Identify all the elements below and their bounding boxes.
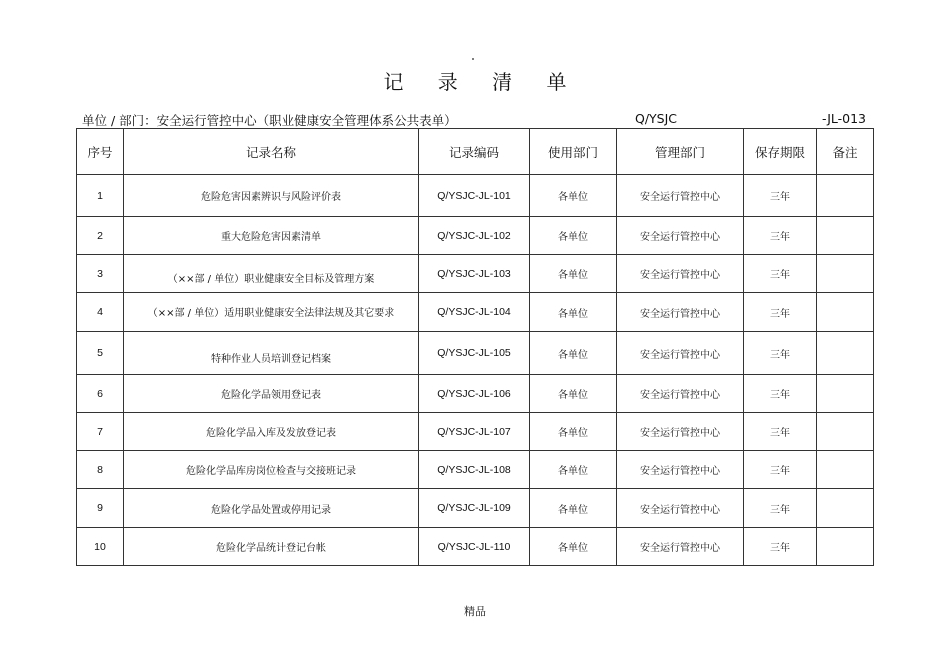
- table-row: [77, 293, 874, 332]
- row-mgmt-dept: 安全运行管控中心: [617, 451, 744, 489]
- row-no: 5: [77, 332, 124, 375]
- table-row: [77, 451, 874, 489]
- table-row: [77, 255, 874, 293]
- table-row: [77, 175, 874, 217]
- table-row: [77, 217, 874, 255]
- row-use-dept: 各单位: [530, 375, 617, 413]
- row-remark: [817, 255, 874, 293]
- row-retention: 三年: [744, 293, 817, 332]
- row-retention: 三年: [744, 528, 817, 566]
- row-remark: [817, 413, 874, 451]
- footer-label: 精品: [464, 605, 486, 618]
- row-remark: [817, 332, 874, 375]
- header-remark: 备注: [817, 129, 874, 175]
- unit-label: 单位 / 部门：安全运行管控中心（职业健康安全管理体系公共表单）: [82, 113, 457, 128]
- table-row: [77, 489, 874, 528]
- row-record-name: 危险危害因素辨识与风险评价表: [124, 175, 419, 217]
- row-mgmt-dept: 安全运行管控中心: [617, 489, 744, 528]
- row-mgmt-dept: 安全运行管控中心: [617, 375, 744, 413]
- records-table: [76, 128, 874, 566]
- row-remark: [817, 217, 874, 255]
- header-mgmt-dept: 管理部门: [617, 129, 744, 175]
- row-use-dept: 各单位: [530, 451, 617, 489]
- row-remark: [817, 451, 874, 489]
- table-row: [77, 375, 874, 413]
- row-retention: 三年: [744, 413, 817, 451]
- row-record-name-text: （××部 / 单位）职业健康安全目标及管理方案: [167, 274, 375, 285]
- row-record-code: Q/YSJC-JL-102: [419, 217, 530, 255]
- row-use-dept: 各单位: [530, 217, 617, 255]
- row-remark: [817, 489, 874, 528]
- row-use-dept: 各单位: [530, 413, 617, 451]
- row-mgmt-dept: 安全运行管控中心: [617, 175, 744, 217]
- row-mgmt-dept: 安全运行管控中心: [617, 528, 744, 566]
- row-no: 4: [77, 293, 124, 332]
- row-record-code: Q/YSJC-JL-107: [419, 413, 530, 451]
- row-record-name: [124, 255, 419, 293]
- row-retention: 三年: [744, 489, 817, 528]
- row-record-name: 危险化学品库房岗位检查与交接班记录: [124, 451, 419, 489]
- row-record-code: Q/YSJC-JL-101: [419, 175, 530, 217]
- doc-code-suffix: -JL-013: [821, 111, 866, 126]
- row-mgmt-dept: 安全运行管控中心: [617, 217, 744, 255]
- row-remark: [817, 375, 874, 413]
- row-retention: 三年: [744, 332, 817, 375]
- row-no: 3: [77, 255, 124, 293]
- row-no: 6: [77, 375, 124, 413]
- header-retention: 保存期限: [744, 129, 817, 175]
- row-mgmt-dept: 安全运行管控中心: [617, 293, 744, 332]
- row-record-code: Q/YSJC-JL-109: [419, 489, 530, 528]
- row-record-name: [124, 293, 419, 332]
- table-row: [77, 528, 874, 566]
- row-use-dept: 各单位: [530, 175, 617, 217]
- row-record-name: 危险化学品处置或停用记录: [124, 489, 419, 528]
- row-record-name: 危险化学品统计登记台帐: [124, 528, 419, 566]
- row-retention: 三年: [744, 375, 817, 413]
- table-row: [77, 413, 874, 451]
- row-record-code: Q/YSJC-JL-104: [419, 293, 530, 332]
- row-no: 9: [77, 489, 124, 528]
- page-title: 记 录 清 单: [383, 70, 581, 94]
- row-remark: [817, 528, 874, 566]
- table-row: [77, 332, 874, 375]
- row-mgmt-dept: 安全运行管控中心: [617, 413, 744, 451]
- row-record-code: Q/YSJC-JL-103: [419, 255, 530, 293]
- row-retention: 三年: [744, 451, 817, 489]
- row-use-dept: 各单位: [530, 255, 617, 293]
- header-record-name: 记录名称: [124, 129, 419, 175]
- row-use-dept: 各单位: [530, 332, 617, 375]
- row-record-name-text: 特种作业人员培训登记档案: [211, 353, 331, 365]
- header-use-dept: 使用部门: [530, 129, 617, 175]
- row-record-code: Q/YSJC-JL-106: [419, 375, 530, 413]
- row-no: 10: [77, 528, 124, 566]
- row-record-name: 危险化学品领用登记表: [124, 375, 419, 413]
- row-retention: 三年: [744, 255, 817, 293]
- row-retention: 三年: [744, 217, 817, 255]
- row-mgmt-dept: 安全运行管控中心: [617, 332, 744, 375]
- doc-code-prefix: Q/YSJC: [635, 111, 678, 126]
- row-record-name: 重大危险危害因素清单: [124, 217, 419, 255]
- row-no: 8: [77, 451, 124, 489]
- row-no: 1: [77, 175, 124, 217]
- row-use-dept: 各单位: [530, 293, 617, 332]
- row-retention: 三年: [744, 175, 817, 217]
- table-header-row: [77, 129, 874, 175]
- row-no: 2: [77, 217, 124, 255]
- row-no: 7: [77, 413, 124, 451]
- row-record-name: [124, 332, 419, 375]
- header-no: 序号: [77, 129, 124, 175]
- header-record-code: 记录编码: [419, 129, 530, 175]
- row-record-name-text: （××部 / 单位）适用职业健康安全法律法规及其它要求: [147, 307, 395, 319]
- row-remark: [817, 175, 874, 217]
- row-use-dept: 各单位: [530, 528, 617, 566]
- row-record-name: 危险化学品入库及发放登记表: [124, 413, 419, 451]
- row-remark: [817, 293, 874, 332]
- row-record-code: Q/YSJC-JL-110: [419, 528, 530, 566]
- row-use-dept: 各单位: [530, 489, 617, 528]
- row-record-code: Q/YSJC-JL-108: [419, 451, 530, 489]
- row-record-code: Q/YSJC-JL-105: [419, 332, 530, 375]
- row-mgmt-dept: 安全运行管控中心: [617, 255, 744, 293]
- decorative-dot: [472, 58, 474, 60]
